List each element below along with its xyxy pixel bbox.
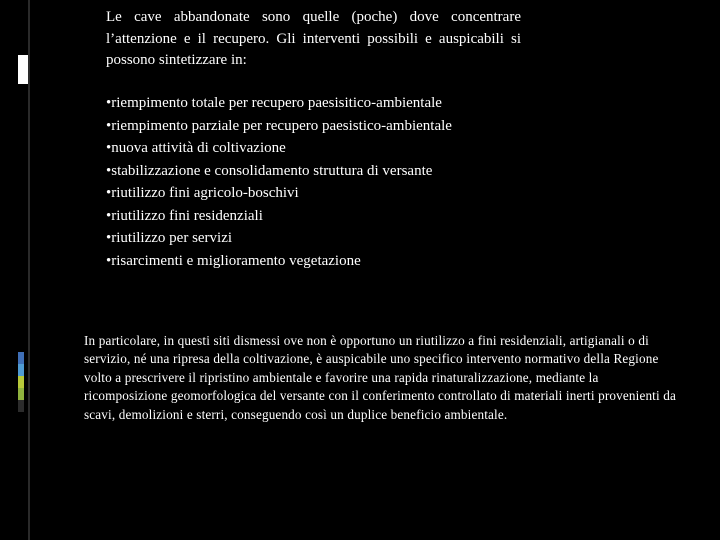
list-item: • riempimento totale per recupero paesisitico-ambientale (106, 92, 546, 115)
intro-paragraph: Le cave abbandonate sono quelle (poche) dove concentrare l’attenzione e il recupero. Gli interventi possibili e auspicabili si possono sintetizzare in: (106, 9, 521, 68)
side-rule (28, 0, 30, 540)
list-item: • stabilizzazione e consolidamento struttura di versante (106, 160, 546, 183)
list-item: • riutilizzo fini agricolo-boschivi (106, 182, 546, 205)
color-swatch-light-blue (18, 364, 24, 376)
accent-block (18, 55, 28, 84)
color-swatch-blue (18, 352, 24, 364)
list-item: • risarcimenti e miglioramento vegetazione (106, 250, 546, 273)
color-swatch-yellow-green (18, 376, 24, 388)
color-swatch-green (18, 388, 24, 400)
list-item: • riutilizzo fini residenziali (106, 205, 546, 228)
interventions-list (106, 92, 546, 272)
closing-paragraph: In particolare, in questi siti dismessi ove non è opportuno un riutilizzo a fini residenziali, artigianali o di servizio, né una ripresa della coltivazione, è auspicabile uno specifico intervento normativo della Regione volto a prescrivere il ripristino ambientale e favorire una rapida rinaturalizzazione, mediante la ricomposizione geomorfologica del versante con il conferimento controllato di materiali inerti provenienti da scavi, demolizioni e sterri, conseguendo così un duplice beneficio ambientale. (84, 333, 677, 422)
color-swatch-dark (18, 400, 24, 412)
list-item: • riutilizzo per servizi (106, 227, 546, 250)
list-item: • riempimento parziale per recupero paesistico-ambientale (106, 115, 546, 138)
list-item: • nuova attività di coltivazione (106, 137, 546, 160)
